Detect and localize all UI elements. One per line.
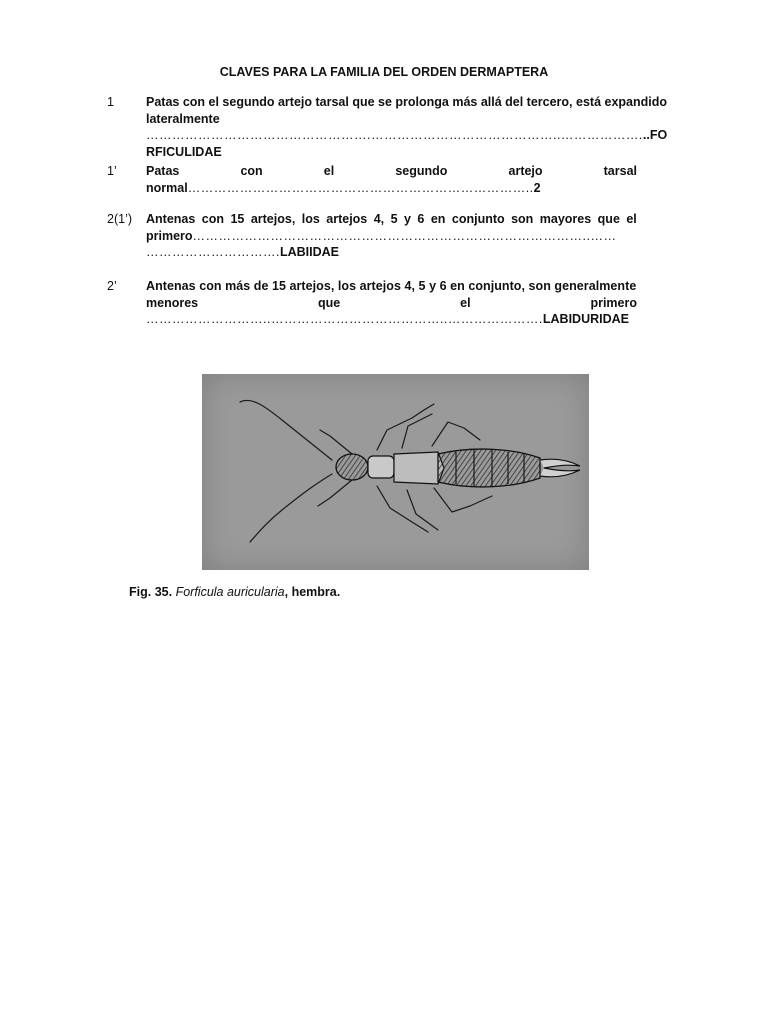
- word: mayores: [539, 212, 592, 226]
- entry-text: [146, 94, 668, 160]
- word: el: [460, 295, 471, 310]
- word: artejos: [326, 212, 368, 226]
- caption-suffix: , hembra.: [284, 585, 341, 599]
- leg-hind-lower: [434, 488, 492, 512]
- entry-line: [146, 211, 637, 228]
- antenna-lower: [250, 474, 332, 542]
- word: conjunto: [451, 212, 505, 226]
- word: el: [323, 164, 335, 178]
- word: segundo: [395, 164, 448, 178]
- word: los: [301, 212, 320, 226]
- page-title: CLAVES PARA LA FAMILIA DEL ORDEN DERMAPTERA: [219, 65, 549, 79]
- abdomen: [438, 449, 540, 487]
- word: con: [201, 212, 225, 226]
- entry-line: [146, 163, 637, 180]
- entry-line: [146, 127, 668, 144]
- entry-number: 2’: [107, 279, 117, 293]
- entry-text: [146, 278, 637, 328]
- word: artejos,: [250, 212, 296, 226]
- entry-line: lateralmente: [146, 111, 220, 126]
- dot-leader: …………………………………………….……………………………………..……………….: [146, 128, 643, 142]
- word: primero: [590, 295, 637, 310]
- word: Patas: [146, 164, 180, 178]
- entry-line: Patas con el segundo artejo tarsal que se prolonga más allá del tercero, está expandido: [146, 95, 668, 109]
- entry-line: [146, 244, 637, 261]
- family-result: ..FO: [642, 128, 668, 142]
- word: en: [430, 212, 446, 226]
- entry-text: [146, 163, 637, 196]
- word: menores: [146, 295, 199, 310]
- family-result: LABIDURIDAE: [542, 312, 629, 326]
- word: 5: [390, 212, 398, 226]
- word: y: [404, 212, 411, 226]
- entry-line: [146, 180, 637, 197]
- word: el: [626, 212, 637, 226]
- key-reference: 2: [533, 180, 541, 195]
- head: [336, 454, 368, 480]
- elytra: [394, 452, 444, 484]
- family-result: LABIIDAE: [279, 245, 340, 259]
- leg-hind-upper: [432, 422, 480, 446]
- word: 15: [230, 212, 245, 226]
- dot-leader: ………………………..…………………………………..………………….: [146, 312, 543, 326]
- family-result: RFICULIDAE: [146, 144, 222, 159]
- antenna-upper: [240, 400, 332, 460]
- word: que: [318, 295, 341, 310]
- entry-word: normal: [146, 180, 188, 195]
- entry-line: Antenas con más de 15 artejos, los artejos 4, 5 y 6 en conjunto, son generalmente: [146, 279, 637, 293]
- species-name: Forficula auricularia: [175, 585, 285, 599]
- leg-front-upper: [377, 404, 434, 450]
- entry-line: [146, 295, 637, 312]
- earwig-figure: [202, 374, 589, 570]
- dot-leader: ………………………….: [146, 245, 280, 259]
- dot-leader: ……………………………………………………………………..: [187, 180, 534, 195]
- entry-number: 1’: [107, 164, 117, 178]
- entry-text: [146, 211, 637, 261]
- entry-word: primero: [146, 228, 193, 243]
- word: Antenas: [146, 212, 196, 226]
- earwig-illustration: [202, 374, 589, 570]
- entry-number: 1: [107, 95, 114, 109]
- word: con: [240, 164, 263, 178]
- entry-line: [146, 228, 637, 245]
- entry-line: [146, 311, 637, 328]
- word: 4,: [373, 212, 385, 226]
- forceps-upper: [540, 459, 580, 468]
- leg-front-lower: [377, 486, 428, 532]
- word: tarsal: [603, 164, 637, 178]
- forceps-lower: [540, 468, 580, 477]
- pronotum: [368, 456, 394, 478]
- word: que: [597, 212, 620, 226]
- dot-leader: ………………………………………………………………………………..……: [192, 228, 617, 243]
- figure-caption: [129, 584, 340, 601]
- word: 6: [417, 212, 425, 226]
- figure-label: Fig. 35.: [129, 585, 173, 599]
- word: artejo: [508, 164, 543, 178]
- entry-number: 2(1’): [107, 212, 133, 226]
- word: son: [511, 212, 534, 226]
